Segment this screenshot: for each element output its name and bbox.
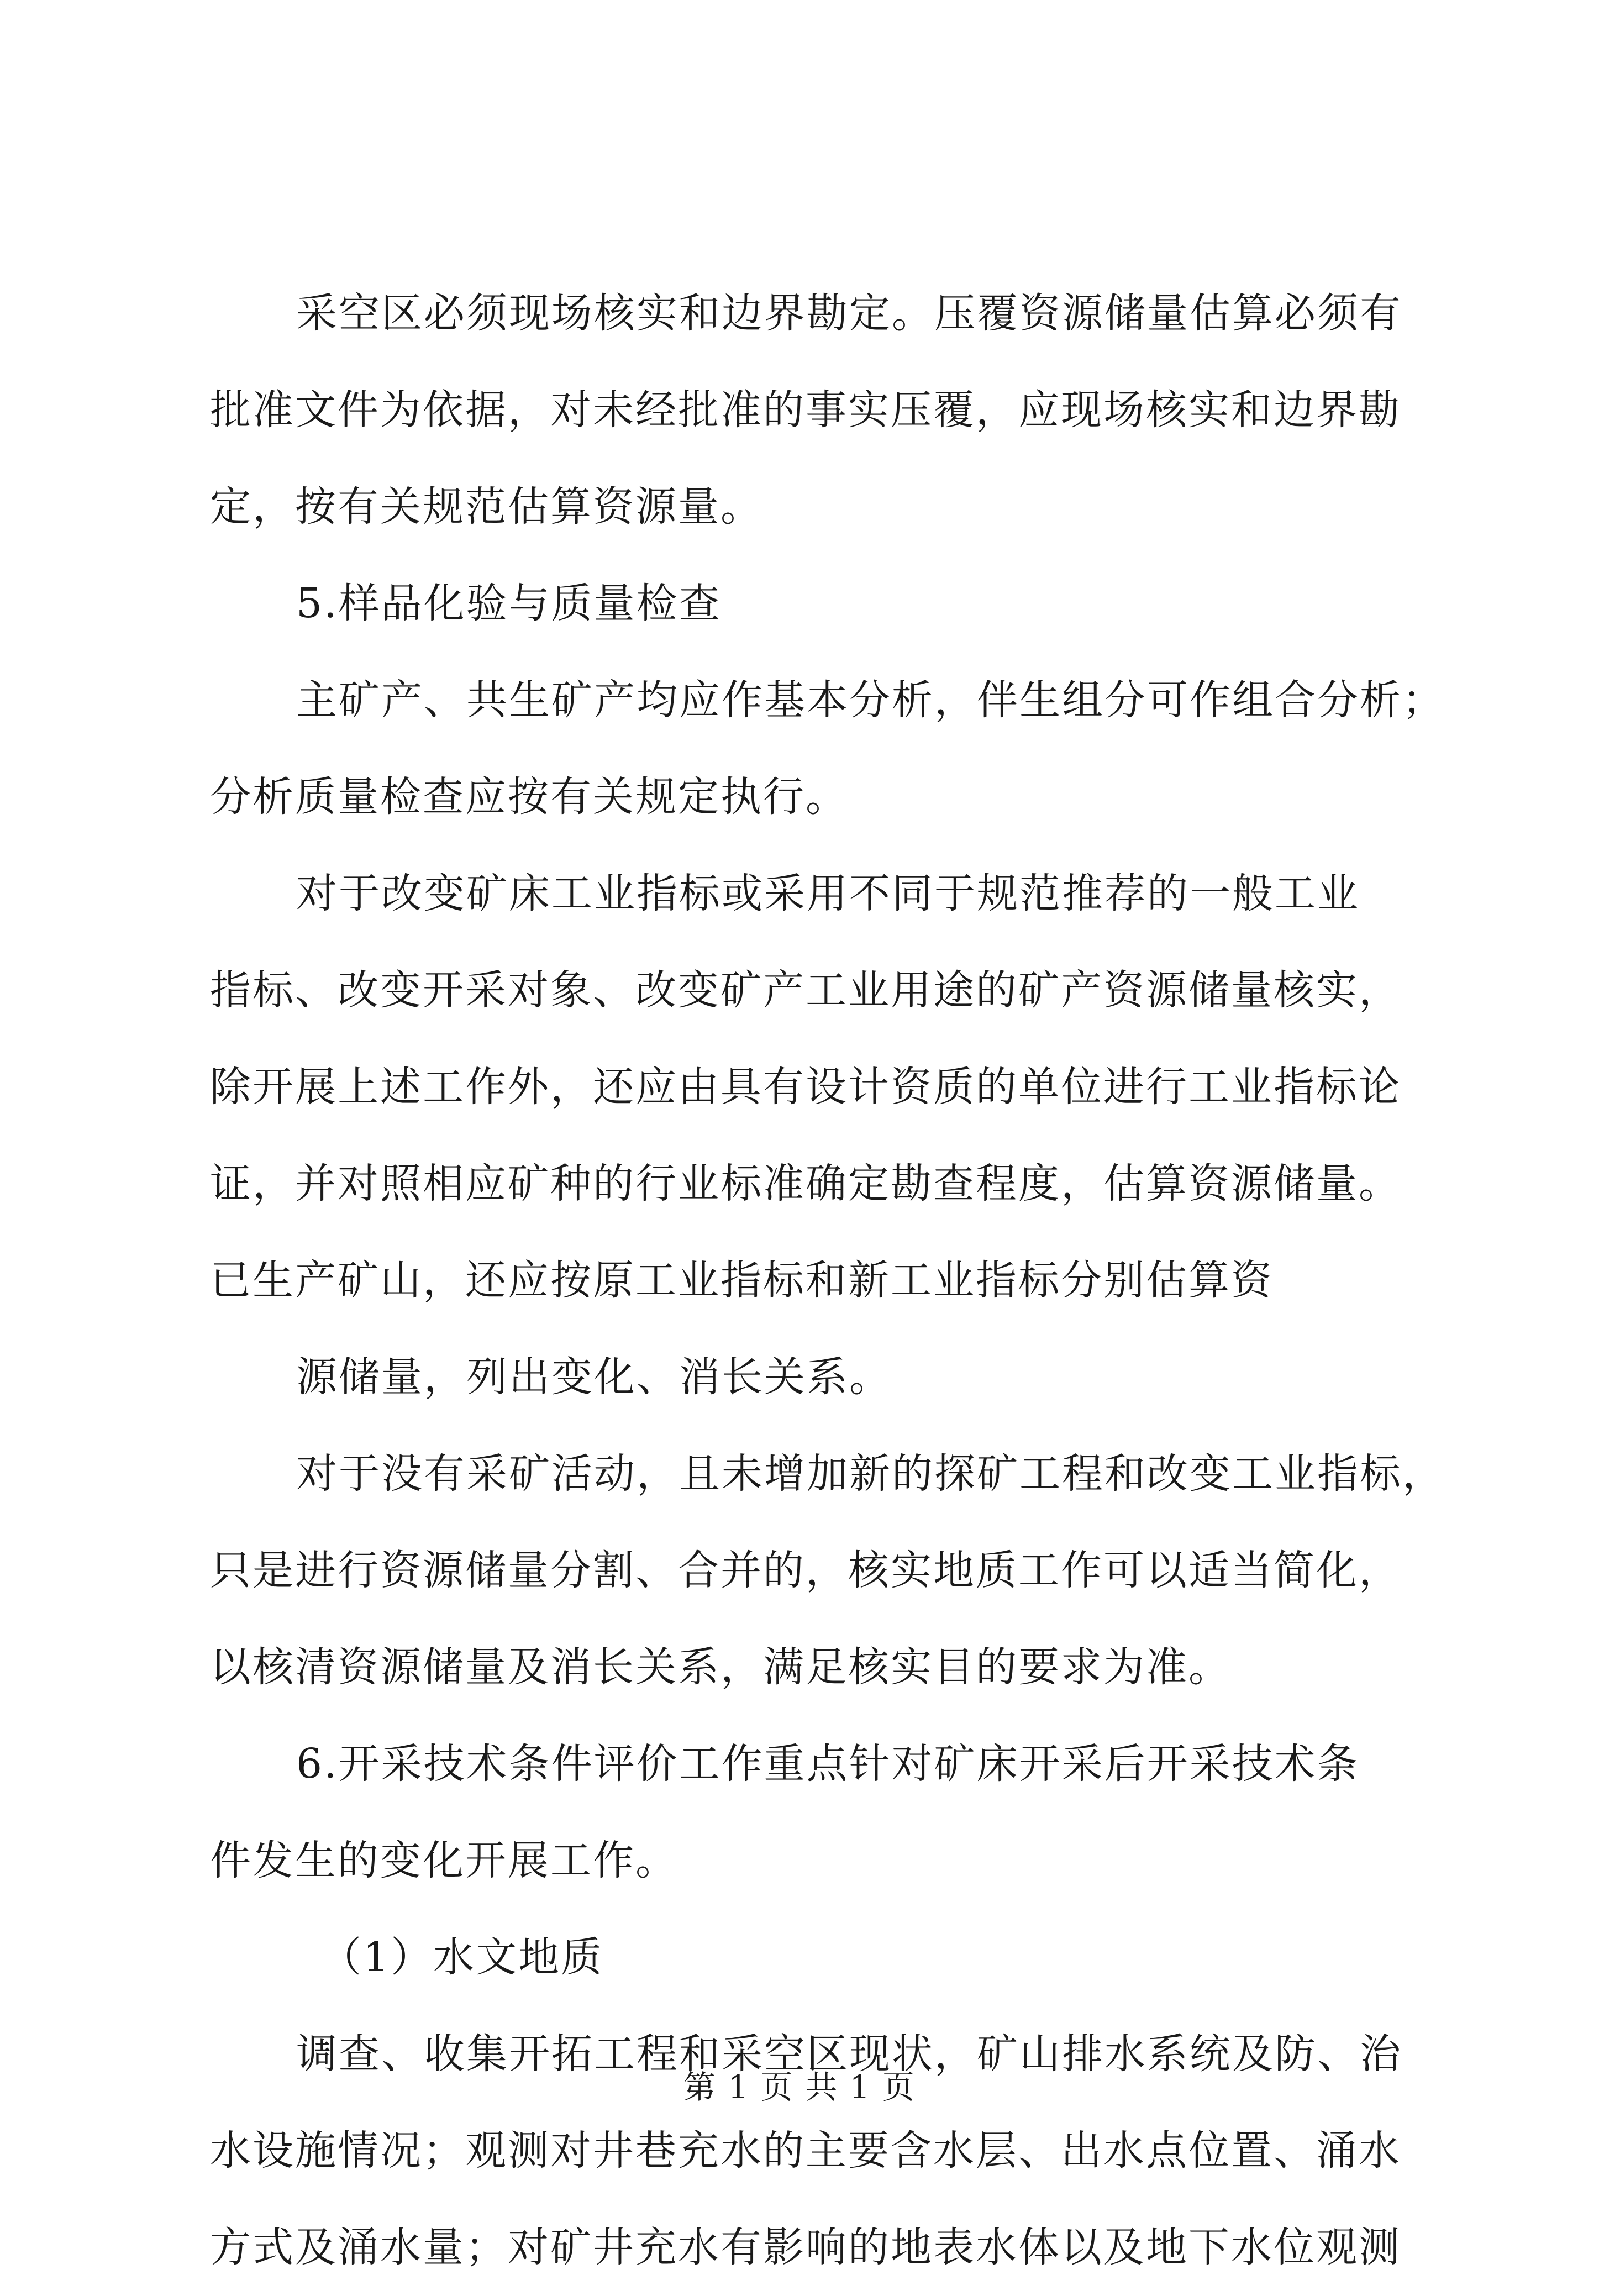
document-body: [210, 265, 1445, 2296]
text-line: 批准文件为依据，对未经批准的事实压覆，应现场核实和边界勘: [210, 386, 1401, 434]
text-line: 调查、收集开拓工程和采空区现状，矿山排水系统及防、治: [296, 2030, 1402, 2078]
text-line: 定，按有关规范估算资源量。: [210, 483, 763, 530]
section-heading: 6.开采技术条件评价工作重点针对矿床开采后开采技术条: [296, 1740, 1360, 1788]
text-line: 只是进行资源储量分割、合并的，核实地质工作可以适当简化，: [210, 1547, 1401, 1594]
text-line: 方式及涌水量；对矿井充水有影响的地表水体以及地下水位观测: [210, 2224, 1401, 2271]
text-line: 源储量，列出变化、消长关系。: [296, 1353, 892, 1401]
text-line: 主矿产、共生矿产均应作基本分析，伴生组分可作组合分析；: [296, 676, 1445, 724]
text-line: 分析质量检查应按有关规定执行。: [210, 773, 848, 821]
text-line: 指标、改变开采对象、改变矿产工业用途的矿产资源储量核实，: [210, 966, 1401, 1014]
subsection-heading: （1）水文地质: [320, 1934, 604, 1981]
text-line: 对于改变矿床工业指标或采用不同于规范推荐的一般工业: [296, 870, 1360, 917]
page-number-footer: 第 1 页 共 1 页: [683, 2068, 916, 2106]
text-line: 对于没有采矿活动，且未增加新的探矿工程和改变工业指标，: [296, 1450, 1445, 1498]
section-heading: 5.样品化验与质量检查: [296, 580, 722, 627]
text-line: 已生产矿山，还应按原工业指标和新工业指标分别估算资: [210, 1257, 1274, 1304]
text-line: 水设施情况；观测对井巷充水的主要含水层、出水点位置、涌水: [210, 2127, 1401, 2174]
text-line: 件发生的变化开展工作。: [210, 1837, 678, 1884]
text-line: 证，并对照相应矿种的行业标准确定勘查程度，估算资源储量。: [210, 1160, 1401, 1207]
text-line: 以核清资源储量及消长关系，满足核实目的要求为准。: [210, 1643, 1231, 1691]
text-line: 采空区必须现场核实和边界勘定。压覆资源储量估算必须有: [296, 290, 1402, 337]
text-line: 除开展上述工作外，还应由具有设计资质的单位进行工业指标论: [210, 1063, 1401, 1111]
